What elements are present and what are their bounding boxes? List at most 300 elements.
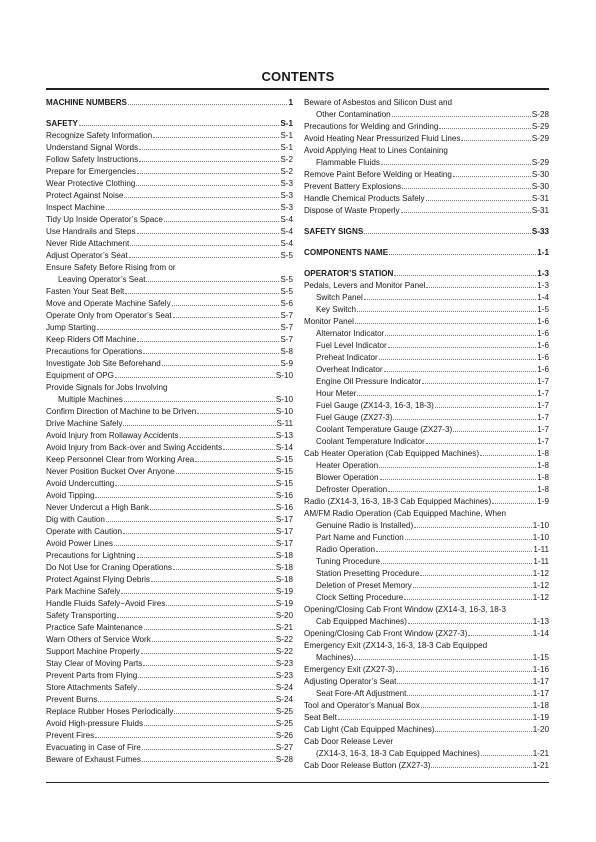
toc-page-number: 1-3 [537, 269, 549, 278]
toc-entry-line: Avoid Applying Heat to Lines Containing [304, 146, 448, 155]
toc-entry-label: Coolant Temperature Gauge (ZX27-3) [316, 425, 453, 434]
toc-page-number: S-5 [280, 287, 293, 296]
toc-dot-leader [123, 425, 275, 426]
toc-entry[interactable] [304, 460, 549, 472]
toc-entry-label: Seat Fore-Aft Adjustment [316, 689, 407, 698]
toc-entry[interactable] [46, 742, 293, 754]
toc-entry[interactable] [304, 544, 549, 556]
toc-entry[interactable] [304, 472, 549, 484]
toc-entry-label: Warn Others of Service Work [46, 635, 151, 644]
toc-dot-leader [461, 140, 530, 141]
toc-entry[interactable] [46, 142, 293, 154]
toc-entry-label: Adjust Operator’s Seat [46, 251, 128, 260]
toc-dot-leader [413, 587, 532, 588]
toc-dot-leader [453, 431, 536, 432]
toc-page-number: 1-7 [537, 425, 549, 434]
toc-entry-line: Ensure Safety Before Rising from or [46, 263, 176, 272]
toc-dot-leader [379, 359, 537, 360]
toc-entry[interactable] [46, 406, 293, 418]
toc-page-number: 1-20 [532, 725, 549, 734]
toc-entry-label: Avoid Tipping [46, 491, 95, 500]
toc-page-number: S-24 [275, 695, 293, 704]
toc-dot-leader [151, 581, 275, 582]
toc-dot-leader [422, 383, 536, 384]
toc-entry[interactable] [46, 310, 293, 322]
toc-page-number: S-17 [275, 527, 293, 536]
toc-entry[interactable] [46, 490, 293, 502]
toc-dot-leader [393, 419, 536, 420]
toc-page-number: S-30 [531, 182, 549, 191]
toc-dot-leader [141, 653, 275, 654]
toc-entry[interactable] [46, 442, 293, 454]
toc-dot-leader [173, 569, 275, 570]
toc-entry[interactable] [304, 352, 549, 364]
toc-entry-label: Radio (ZX14-3, 16-3, 18-3 Cab Equipped Machines) [304, 497, 492, 506]
toc-dot-leader [357, 395, 536, 396]
toc-dot-leader [381, 164, 531, 165]
toc-entry-label: Handle Fluids Safely−Avoid Fires [46, 599, 166, 608]
toc-page-number: 1-16 [532, 665, 549, 674]
toc-entry-label: Prepare for Emergencies [46, 167, 136, 176]
toc-entry[interactable] [46, 694, 293, 706]
toc-entry[interactable] [304, 292, 549, 304]
toc-entry[interactable] [46, 706, 293, 718]
toc-entry-label: Cab Heater Operation (Cab Equipped Machines) [304, 449, 480, 458]
toc-page-number: 1-12 [532, 569, 549, 578]
toc-entry-label: Fuel Gauge (ZX14-3, 16-3, 18-3) [316, 401, 434, 410]
toc-entry[interactable] [304, 424, 549, 436]
toc-entry[interactable] [46, 586, 293, 598]
toc-entry-label: Confirm Direction of Machine to be Driven [46, 407, 197, 416]
toc-entry[interactable] [46, 670, 293, 682]
toc-page-number: 1-3 [537, 281, 549, 290]
toc-entry-label: Part Name and Function [316, 533, 404, 542]
toc-dot-leader [431, 767, 531, 768]
toc-entry[interactable] [304, 340, 549, 352]
toc-dot-leader [357, 311, 536, 312]
toc-page-number: S-6 [280, 299, 293, 308]
toc-dot-leader [392, 116, 531, 117]
toc-entry[interactable] [46, 646, 293, 658]
toc-entry[interactable] [46, 202, 293, 214]
toc-page-number: S-16 [275, 503, 293, 512]
toc-entry-label: Park Machine Safely [46, 587, 121, 596]
toc-page-number: 1-7 [537, 389, 549, 398]
toc-page-number: S-1 [280, 119, 293, 128]
toc-entry-label: Fuel Level Indicator [316, 341, 387, 350]
toc-page-number: 1-8 [537, 485, 549, 494]
toc-section-heading[interactable] [46, 118, 293, 130]
toc-page-number: 1-13 [532, 617, 549, 626]
toc-entry[interactable] [46, 454, 293, 466]
toc-entry-label: Use Handrails and Steps [46, 227, 136, 236]
toc-entry-label: Drive Machine Safely [46, 419, 123, 428]
toc-entry-label: Cab Door Release Button (ZX27-3) [304, 761, 431, 770]
toc-entry-label: Avoid Power Lines [46, 539, 113, 548]
toc-entry-label: Do Not Use for Craning Operations [46, 563, 172, 572]
toc-page-number: 1-5 [537, 305, 549, 314]
toc-entry[interactable] [304, 316, 549, 328]
toc-page-number: S-3 [280, 179, 293, 188]
toc-entry[interactable] [304, 448, 549, 460]
toc-entry[interactable] [46, 502, 293, 514]
toc-page-number: S-18 [275, 575, 293, 584]
toc-dot-leader [384, 371, 537, 372]
toc-dot-leader [153, 137, 279, 138]
toc-page-number: S-13 [275, 431, 293, 440]
toc-entry[interactable] [46, 538, 293, 550]
toc-dot-leader [379, 467, 536, 468]
toc-entry-label: Precautions for Lightning [46, 551, 136, 560]
toc-column-left [46, 97, 293, 766]
toc-entry[interactable] [304, 121, 549, 133]
toc-page-number: S-19 [275, 599, 293, 608]
toc-entry-line: AM/FM Radio Operation (Cab Equipped Machine, When [304, 509, 506, 518]
toc-entry[interactable] [304, 412, 549, 424]
toc-dot-leader [106, 209, 279, 210]
toc-entry[interactable] [46, 394, 293, 406]
toc-entry[interactable] [46, 358, 293, 370]
toc-dot-leader [180, 437, 275, 438]
toc-dot-leader [150, 509, 275, 510]
toc-entry[interactable] [304, 580, 549, 592]
toc-entry-label: (ZX14-3, 16-3, 18-3 Cab Equipped Machines) [316, 749, 480, 758]
toc-entry-label: MACHINE NUMBERS [46, 98, 127, 107]
toc-dot-leader [420, 575, 531, 576]
toc-page-number: S-4 [280, 227, 293, 236]
toc-entry[interactable] [304, 520, 549, 532]
toc-page-number: S-14 [275, 443, 293, 452]
toc-page-number: S-20 [275, 611, 293, 620]
toc-dot-leader [421, 707, 532, 708]
toc-entry-label: Emergency Exit (ZX27-3) [304, 665, 395, 674]
toc-page-number: S-15 [275, 467, 293, 476]
footer-rule [46, 782, 549, 783]
toc-entry[interactable] [304, 484, 549, 496]
toc-entry-label: Protect Against Noise [46, 191, 124, 200]
toc-page-number: 1-8 [537, 449, 549, 458]
toc-dot-leader [97, 329, 279, 330]
toc-entry[interactable] [46, 466, 293, 478]
toc-entry-label: Precautions for Operations [46, 347, 143, 356]
toc-entry-label: Adjusting Operator’s Seat [304, 677, 397, 686]
page-title: CONTENTS [261, 69, 335, 84]
toc-page-number: 1-7 [537, 401, 549, 410]
toc-page-number: 1-14 [532, 629, 549, 638]
toc-entry[interactable] [304, 388, 549, 400]
toc-page-number: S-22 [275, 647, 293, 656]
toc-entry[interactable] [46, 622, 293, 634]
toc-entry[interactable] [304, 133, 549, 145]
toc-entry-label: Investigate Job Site Beforehand [46, 359, 161, 368]
toc-page-number: S-15 [275, 479, 293, 488]
toc-entry-label: Switch Panel [316, 293, 363, 302]
toc-entry-label: Flammable Fluids [316, 158, 380, 167]
toc-dot-leader [426, 287, 536, 288]
toc-entry-label: Preheat Indicator [316, 353, 378, 362]
toc-entry[interactable] [46, 754, 293, 766]
toc-dot-leader [396, 671, 532, 672]
toc-entry[interactable] [304, 616, 549, 628]
toc-page-number: S-19 [275, 587, 293, 596]
toc-page-number: S-18 [275, 563, 293, 572]
toc-dot-leader [397, 683, 531, 684]
toc-page-number: 1-1 [537, 248, 549, 257]
toc-entry-label: Safety Transporting [46, 611, 117, 620]
toc-dot-leader [138, 689, 275, 690]
toc-page-number: S-3 [280, 191, 293, 200]
toc-entry-label: Avoid Injury from Back-over and Swing Accidents [46, 443, 223, 452]
toc-entry-label: Equipment of OPG [46, 371, 114, 380]
toc-dot-leader [402, 188, 531, 189]
toc-dot-leader [117, 617, 275, 618]
toc-entry-label: Blower Operation [316, 473, 379, 482]
toc-entry[interactable] [304, 400, 549, 412]
toc-dot-leader [414, 527, 532, 528]
toc-dot-leader [142, 749, 275, 750]
toc-entry-label: Never Undercut a High Bank [46, 503, 150, 512]
toc-entry[interactable] [304, 157, 549, 169]
toc-dot-leader [404, 599, 532, 600]
toc-page-number: 1-7 [537, 413, 549, 422]
toc-entry-label: Tool and Operator’s Manual Box [304, 701, 420, 710]
toc-entry[interactable] [304, 628, 549, 640]
toc-entry[interactable] [304, 652, 549, 664]
toc-entry-label: Jump Starting [46, 323, 96, 332]
toc-page-number: 1-11 [533, 545, 549, 554]
toc-dot-leader [124, 401, 275, 402]
toc-entry[interactable] [304, 700, 549, 712]
toc-entry-label: Seat Belt [304, 713, 337, 722]
toc-entry[interactable] [304, 376, 549, 388]
toc-page-number: 1-7 [537, 437, 549, 446]
toc-section-heading[interactable] [46, 97, 293, 109]
toc-page-number: S-29 [531, 134, 549, 143]
toc-dot-leader [137, 173, 279, 174]
toc-entry-label: Never Position Bucket Over Anyone [46, 467, 175, 476]
toc-entry[interactable] [46, 430, 293, 442]
toc-entry[interactable] [304, 724, 549, 736]
toc-dot-leader [401, 212, 531, 213]
toc-page-number: S-29 [531, 158, 549, 167]
toc-dot-leader [354, 659, 531, 660]
toc-entry[interactable] [46, 574, 293, 586]
toc-page-number: S-30 [531, 170, 549, 179]
toc-entry-label: Deletion of Preset Memory [316, 581, 412, 590]
toc-page-number: 1-12 [532, 593, 549, 602]
toc-entry[interactable] [46, 274, 293, 286]
header-rule [46, 88, 549, 90]
toc-entry[interactable] [46, 154, 293, 166]
toc-entry[interactable] [46, 250, 293, 262]
toc-entry[interactable] [46, 718, 293, 730]
toc-page-number: 1-17 [532, 677, 549, 686]
toc-entry[interactable] [46, 178, 293, 190]
toc-page-number: S-1 [280, 131, 293, 140]
toc-entry-label: Other Contamination [316, 110, 391, 119]
toc-section-heading[interactable] [304, 226, 549, 238]
toc-gap [304, 217, 549, 226]
toc-page-number: 1-8 [537, 461, 549, 470]
toc-entry-label: Alternator Indicator [316, 329, 385, 338]
toc-entry-label: COMPONENTS NAME [304, 248, 389, 257]
toc-page-number: S-28 [531, 110, 549, 119]
toc-entry[interactable] [46, 634, 293, 646]
toc-page-number: S-7 [280, 323, 293, 332]
toc-entry[interactable] [46, 226, 293, 238]
toc-page-number: S-26 [275, 731, 293, 740]
toc-page-number: S-23 [275, 659, 293, 668]
toc-entry-label: Understand Signal Words [46, 143, 139, 152]
toc-page-number: 1-10 [532, 521, 549, 530]
toc-entry-label: Station Presetting Procedure [316, 569, 420, 578]
toc-entry[interactable] [46, 598, 293, 610]
toc-entry-label: Multiple Machines [58, 395, 123, 404]
toc-page-number: S-4 [280, 239, 293, 248]
toc-entry-label: Defroster Operation [316, 485, 388, 494]
toc-entry[interactable] [46, 682, 293, 694]
toc-page-number: 1-6 [537, 329, 549, 338]
toc-dot-leader [137, 233, 280, 234]
toc-entry[interactable] [304, 664, 549, 676]
toc-entry[interactable] [304, 568, 549, 580]
toc-entry-label: Avoid Undercutting [46, 479, 115, 488]
toc-dot-leader [364, 299, 537, 300]
toc-dot-leader [138, 677, 275, 678]
toc-entry[interactable] [46, 130, 293, 142]
toc-entry[interactable] [46, 346, 293, 358]
toc-dot-leader [426, 200, 531, 201]
toc-entry-label: Prevent Burns [46, 695, 98, 704]
toc-dot-leader [130, 245, 279, 246]
toc-dot-leader [435, 731, 531, 732]
toc-dot-leader [98, 701, 275, 702]
toc-entry[interactable] [304, 436, 549, 448]
toc-entry[interactable] [46, 298, 293, 310]
toc-entry[interactable] [46, 286, 293, 298]
toc-page-number: S-16 [275, 491, 293, 500]
toc-entry-line: Opening/Closing Cab Front Window (ZX14-3, 16-3, 18-3 [304, 605, 506, 614]
toc-entry[interactable] [46, 658, 293, 670]
toc-entry[interactable] [304, 328, 549, 340]
toc-entry[interactable] [304, 532, 549, 544]
toc-entry[interactable] [46, 418, 293, 430]
toc-page-number: 1 [288, 98, 293, 107]
toc-dot-leader [453, 176, 531, 177]
toc-entry[interactable] [46, 526, 293, 538]
toc-entry-label: Tidy Up Inside Operator’s Space [46, 215, 163, 224]
toc-entry[interactable] [46, 334, 293, 346]
toc-page-number: S-3 [280, 203, 293, 212]
toc-entry-label: Operate with Caution [46, 527, 123, 536]
toc-dot-leader [164, 221, 280, 222]
toc-page-number: 1-6 [537, 317, 549, 326]
toc-entry-label: Replace Rubber Hoses Periodically [46, 707, 174, 716]
toc-page-number: S-25 [275, 707, 293, 716]
toc-page-number: 1-17 [532, 689, 549, 698]
toc-entry[interactable] [46, 478, 293, 490]
toc-entry[interactable] [304, 304, 549, 316]
toc-page-number: S-4 [280, 215, 293, 224]
toc-entry[interactable] [46, 550, 293, 562]
toc-entry-label: Heater Operation [316, 461, 379, 470]
toc-entry[interactable] [46, 730, 293, 742]
toc-page-number: S-7 [280, 335, 293, 344]
toc-entry[interactable] [304, 712, 549, 724]
toc-dot-leader [136, 185, 279, 186]
toc-entry-line: Cab Door Release Lever [304, 737, 394, 746]
toc-page-number: S-2 [280, 155, 293, 164]
toc-dot-leader [152, 641, 275, 642]
toc-dot-leader [146, 281, 279, 282]
toc-entry[interactable] [304, 688, 549, 700]
toc-dot-leader [195, 461, 275, 462]
toc-section-heading[interactable] [304, 247, 549, 259]
toc-entry[interactable] [46, 166, 293, 178]
toc-entry[interactable] [304, 760, 549, 772]
toc-entry-label: Dispose of Waste Properly [304, 206, 400, 215]
toc-page-number: 1-12 [532, 581, 549, 590]
toc-entry-label: Key Switch [316, 305, 357, 314]
toc-entry-label: OPERATOR’S STATION [304, 269, 394, 278]
toc-entry[interactable] [304, 592, 549, 604]
toc-entry[interactable] [46, 238, 293, 250]
toc-entry[interactable] [304, 181, 549, 193]
toc-entry-label: SAFETY [46, 119, 78, 128]
toc-entry[interactable] [46, 610, 293, 622]
toc-entry-label: Keep Personnel Clear from Working Area [46, 455, 195, 464]
toc-entry[interactable] [46, 370, 293, 382]
toc-dot-leader [408, 623, 532, 624]
toc-entry[interactable] [304, 205, 549, 217]
toc-entry-label: Beware of Exhaust Fumes [46, 755, 141, 764]
toc-page-number: S-17 [275, 539, 293, 548]
toc-dot-leader [439, 128, 531, 129]
toc-dot-leader [137, 557, 275, 558]
toc-entry[interactable] [304, 109, 549, 121]
toc-entry[interactable] [304, 364, 549, 376]
toc-entry[interactable] [304, 676, 549, 688]
toc-entry[interactable] [304, 280, 549, 292]
toc-dot-leader [121, 593, 275, 594]
toc-dot-leader [124, 197, 279, 198]
toc-page-number: S-11 [276, 419, 293, 428]
toc-entry-label: Remove Paint Before Welding or Heating [304, 170, 452, 179]
toc-entry[interactable] [46, 190, 293, 202]
toc-entry[interactable] [304, 169, 549, 181]
toc-entry[interactable] [304, 193, 549, 205]
toc-section-heading[interactable] [304, 268, 549, 280]
toc-page-number: 1-6 [537, 365, 549, 374]
toc-page-number: S-15 [275, 455, 293, 464]
toc-page-number: S-24 [275, 683, 293, 692]
toc-entry-label: Genuine Radio is Installed) [316, 521, 414, 530]
toc-dot-leader [492, 503, 536, 504]
toc-entry[interactable] [46, 514, 293, 526]
toc-dot-leader [380, 479, 537, 480]
toc-entry[interactable] [304, 496, 549, 508]
toc-entry[interactable] [46, 214, 293, 226]
toc-entry[interactable] [304, 748, 549, 760]
toc-entry[interactable] [46, 322, 293, 334]
toc-entry-label: Prevent Battery Explosions [304, 182, 402, 191]
toc-entry[interactable] [46, 562, 293, 574]
toc-entry-label: Clock Setting Procedure [316, 593, 404, 602]
toc-entry[interactable] [304, 556, 549, 568]
toc-page-number: S-22 [275, 635, 293, 644]
toc-page-number: S-8 [280, 347, 293, 356]
toc-entry-label: Keep Riders Off Machine [46, 335, 137, 344]
